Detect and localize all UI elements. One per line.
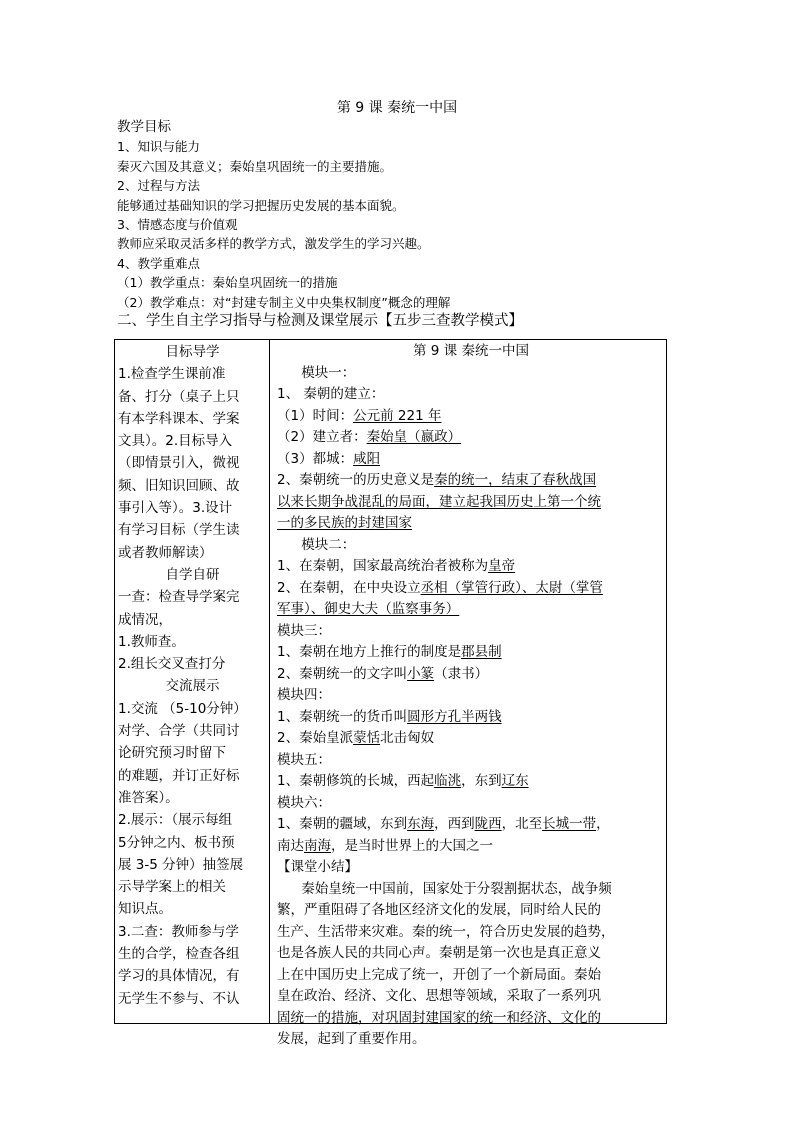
left-line: 5分钟之内、板书预 xyxy=(118,834,235,851)
intro-line: 1、知识与能力 xyxy=(117,139,200,155)
left-line: 1.教师查。 xyxy=(118,633,185,650)
left-heading: 自学自研 xyxy=(165,566,220,583)
summary-line: 秦始皇统一中国前，国家处于分裂割据状态，战争频 xyxy=(301,880,612,897)
left-line: （即情景引入，微视 xyxy=(118,455,240,472)
content-line xyxy=(277,470,665,492)
content-line xyxy=(277,406,665,428)
content-line xyxy=(277,427,665,449)
left-line: 生的合学，检查各组 xyxy=(118,946,240,963)
section-heading: 二、学生自主学习指导与检测及课堂展示【五步三查教学模式】 xyxy=(117,312,523,329)
summary-line: 发展，起到了重要作用。 xyxy=(277,1031,426,1047)
label-text: ，北至 xyxy=(501,816,543,832)
intro-section xyxy=(117,118,677,331)
left-line: 成情况， xyxy=(118,611,172,628)
content-line xyxy=(277,513,665,535)
answer-text: 陇西 xyxy=(474,816,502,832)
left-line: 展 3-5 分钟）抽签展 xyxy=(118,856,244,873)
intro-line: 能够通过基础知识的学习把握历史发展的基本面貌。 xyxy=(117,197,405,213)
intro-line: （2）教学难点：对“封建专制主义中央集权制度”概念的理解 xyxy=(117,294,451,310)
content-line: 1、 秦朝的建立： xyxy=(277,386,385,402)
answer-text: 蒙恬 xyxy=(353,730,381,746)
label-text: 2、秦始皇派 xyxy=(277,730,354,746)
module-heading: 模块六： xyxy=(277,794,331,811)
summary-line: 上在中国历史上完成了统一，开创了一个新局面。秦始 xyxy=(277,966,601,983)
content-line xyxy=(277,664,665,686)
summary-line: 皇在政治、经济、文化、思想等领域，采取了一系列巩 xyxy=(277,988,601,1004)
content-line xyxy=(277,492,665,514)
content-line xyxy=(277,642,665,664)
content-line xyxy=(277,578,665,600)
left-line: 事引入等）。3.设计 xyxy=(118,500,233,517)
left-line: 有学习目标（学生读 xyxy=(118,522,240,539)
content-line xyxy=(277,556,665,578)
label-text: ，西到 xyxy=(434,816,475,832)
answer-text: 长城一带 xyxy=(542,816,597,832)
answer-text: 秦始皇（嬴政） xyxy=(366,429,462,445)
content-line xyxy=(277,728,665,750)
left-line: 1.检查学生课前准 xyxy=(118,366,226,383)
module-heading: 模块一： xyxy=(301,364,356,381)
label-text: 2、在秦朝，在中央设立 xyxy=(277,579,421,596)
answer-text: 咸阳 xyxy=(353,450,381,467)
left-heading: 交流展示 xyxy=(165,678,220,695)
content-line xyxy=(277,449,665,471)
left-line: 学习的具体情况，有 xyxy=(118,968,240,985)
left-column xyxy=(118,341,267,1010)
content-line xyxy=(277,771,665,793)
right-heading: 第 9 课 秦统一中国 xyxy=(413,343,529,359)
label-text: 1、秦朝在地方上推行的制度是 xyxy=(277,644,462,660)
left-line: 频、旧知识回顾、故 xyxy=(118,477,240,494)
module-heading: 模块五： xyxy=(277,751,331,768)
intro-line: 3、情感态度与价值观 xyxy=(117,216,238,232)
left-line: 论研究预习时留下 xyxy=(118,745,226,762)
label-text: （1）时间： xyxy=(277,407,354,424)
left-line: 无学生不参与、不认 xyxy=(118,990,240,1007)
left-line: 知识点。 xyxy=(118,901,172,918)
page-title: 第 9 课 秦统一中国 xyxy=(336,100,458,116)
label-text: 2、秦朝统一的文字叫 xyxy=(277,665,408,682)
answer-text: 东海 xyxy=(407,816,435,832)
answer-text: 丞相（掌管行政）、太尉（掌管 xyxy=(420,579,603,596)
summary-line: 也是各族人民的共同心声。秦朝是第一次也是真正意义 xyxy=(277,945,601,961)
right-column xyxy=(277,341,665,1051)
module-heading: 模块三： xyxy=(277,622,331,639)
label-text: （隶书） xyxy=(434,665,489,682)
answer-text: 以来长期争战混乱的局面，建立起我国历史上第一个统 xyxy=(277,493,601,510)
left-line: 文具）。2.目标导入 xyxy=(118,433,233,450)
answer-text: 一的多民族的封建国家 xyxy=(277,515,412,531)
summary-line: 固统一的措施，对巩固封建国家的统一和经济、文化的 xyxy=(277,1009,601,1026)
left-line: 有本学科课本、学案 xyxy=(118,410,240,427)
intro-line: 2、过程与方法 xyxy=(117,178,200,194)
answer-text: 南海 xyxy=(304,837,331,854)
answer-text: 辽东 xyxy=(501,773,529,789)
content-line xyxy=(277,599,665,621)
content-line xyxy=(277,814,665,836)
left-line: 一查：检查导学案完 xyxy=(118,589,240,606)
left-line: 或者教师解读） xyxy=(118,544,213,561)
label-text: 1、秦朝的疆域，东到 xyxy=(277,816,408,832)
module-heading: 模块二： xyxy=(301,536,356,553)
answer-text: 皇帝 xyxy=(488,558,516,574)
intro-line: （1）教学重点：秦始皇巩固统一的措施 xyxy=(117,275,338,291)
label-text: 1、秦朝统一的货币叫 xyxy=(277,708,408,725)
answer-text: 公元前 221 年 xyxy=(353,407,442,424)
answer-text: 小篆 xyxy=(407,665,435,682)
left-heading: 目标导学 xyxy=(165,344,220,360)
answer-text: 圆形方孔半两钱 xyxy=(407,708,502,725)
content-line xyxy=(277,707,665,729)
label-text: ，东到 xyxy=(461,773,502,789)
content-line xyxy=(277,836,665,858)
label-text: 1、在秦朝，国家最高统治者被称为 xyxy=(277,558,489,574)
label-text: 2、秦朝统一的历史意义是 xyxy=(277,472,435,488)
left-line: 1.交流 （5-10分钟） xyxy=(118,700,247,717)
left-line: 2.组长交叉查打分 xyxy=(118,656,226,673)
label-text: ， xyxy=(596,816,610,832)
label-text: 1、秦朝修筑的长城，西起 xyxy=(277,773,435,789)
left-line: 对学、合学（共同讨 xyxy=(118,723,240,740)
module-heading: 模块四： xyxy=(277,687,331,703)
answer-text: 临洮 xyxy=(434,773,462,789)
left-line: 2.展示：（展示每组 xyxy=(118,812,233,829)
answer-text: 军事）、御史大夫（监察事务） xyxy=(277,601,460,617)
answer-text: 秦的统一，结束了春秋战国 xyxy=(434,472,597,488)
intro-line: 教学目标 xyxy=(117,119,171,135)
label-text: 北击匈奴 xyxy=(380,730,435,746)
intro-line: 秦灭六国及其意义；秦始皇巩固统一的主要措施。 xyxy=(117,158,393,174)
left-line: 3.二查：教师参与学 xyxy=(118,923,239,940)
label-text: 南达 xyxy=(277,837,304,854)
left-line: 备、打分（桌子上只 xyxy=(118,388,240,405)
column-divider xyxy=(269,339,270,1024)
left-line: 准答案）。 xyxy=(118,789,179,806)
summary-heading: 【课堂小结】 xyxy=(277,859,358,875)
label-text: （2）建立者： xyxy=(277,429,367,445)
intro-line: 教师应采取灵活多样的教学方式，激发学生的学习兴趣。 xyxy=(117,236,430,252)
summary-line: 生产、生活带来灾难。秦的统一，符合历史发展的趋势， xyxy=(277,923,615,940)
left-line: 的难题，并订正好标 xyxy=(118,767,240,784)
label-text: （3）都城： xyxy=(277,450,354,467)
answer-text: 郡县制 xyxy=(461,644,502,660)
label-text: ，是当时世界上的大国之一 xyxy=(331,837,493,854)
intro-line: 4、教学重难点 xyxy=(117,255,200,271)
left-line: 示导学案上的相关 xyxy=(118,879,226,896)
summary-line: 繁，严重阻碍了各地区经济文化的发展，同时给人民的 xyxy=(277,902,601,918)
